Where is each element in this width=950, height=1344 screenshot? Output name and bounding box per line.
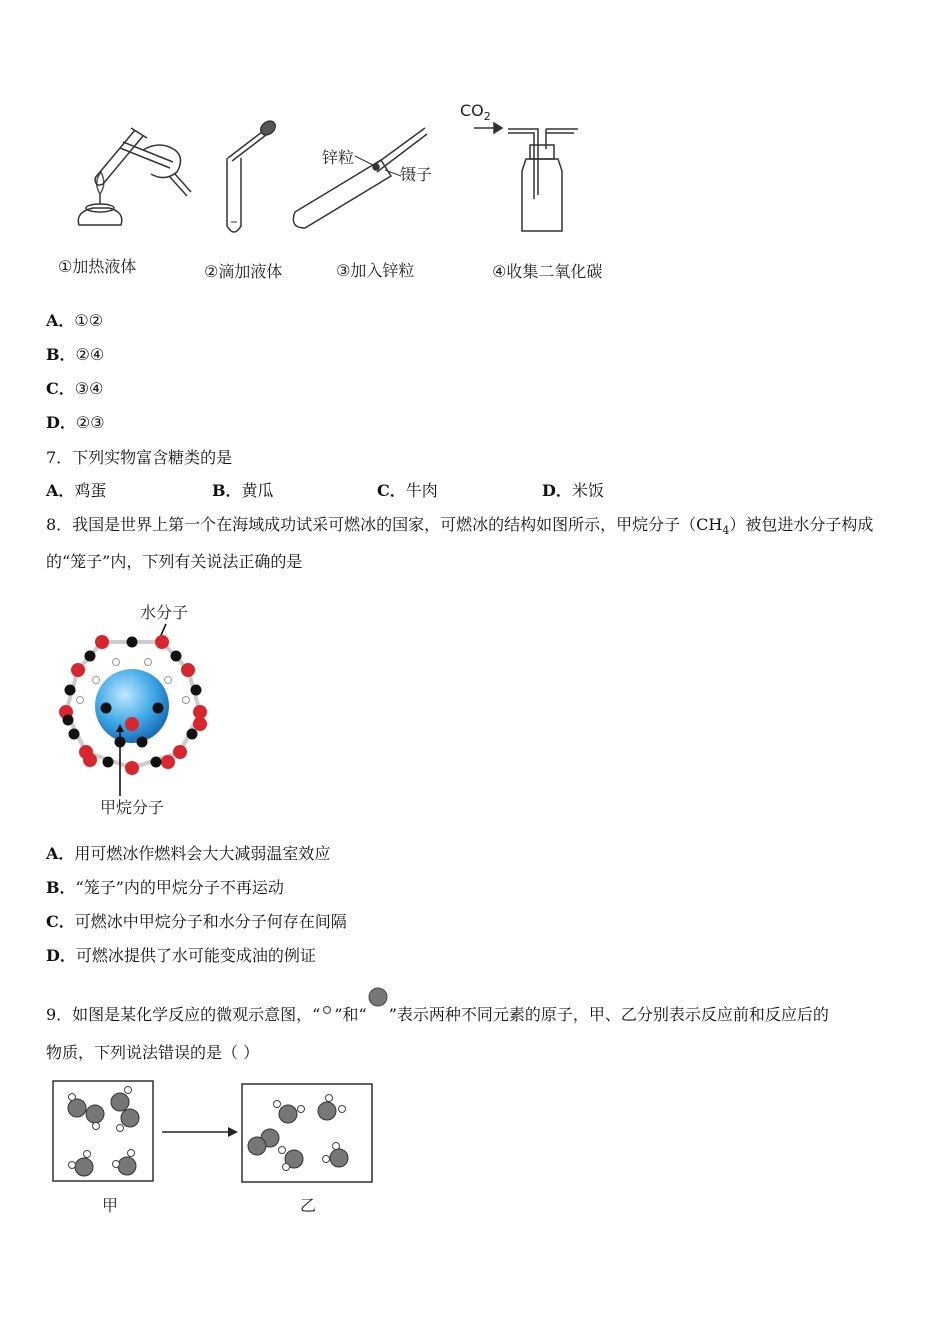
small-atom bbox=[279, 1147, 286, 1154]
oxygen-atom bbox=[193, 717, 207, 731]
large-atom bbox=[118, 1157, 136, 1175]
large-atom-icon bbox=[367, 992, 389, 1014]
small-atom bbox=[326, 1095, 333, 1102]
co2-label: $CO_2$ bbox=[460, 101, 491, 124]
q8-option-a[interactable]: A．用可燃冰作燃料会大大减弱温室效应 bbox=[46, 844, 331, 863]
oxygen-atom bbox=[161, 755, 175, 769]
q7-option-c[interactable]: C．牛肉 bbox=[377, 481, 438, 500]
combustible-ice-structure bbox=[50, 620, 220, 780]
water-molecule-label: 水分子 bbox=[140, 603, 189, 622]
large-atom bbox=[75, 1158, 93, 1176]
carbon-atom bbox=[187, 729, 198, 740]
small-atom-icon bbox=[320, 1006, 334, 1020]
oxygen-atom bbox=[71, 663, 85, 677]
small-atom bbox=[333, 1143, 340, 1150]
q8-option-b[interactable]: B．“笼子”内的甲烷分子不再运动 bbox=[46, 878, 284, 897]
carbon-atom bbox=[153, 703, 164, 714]
carbon-atom bbox=[69, 729, 80, 740]
carbon-atom bbox=[137, 737, 148, 748]
hydrogen-atom bbox=[113, 659, 120, 666]
figure-label-2: ②滴加液体 bbox=[204, 262, 283, 281]
q6-option-d[interactable]: D．②③ bbox=[46, 413, 105, 432]
carbon-atom bbox=[65, 685, 76, 696]
q7-stem: 7．下列实物富含糖类的是 bbox=[46, 448, 233, 467]
small-atom bbox=[69, 1162, 76, 1169]
large-atom bbox=[86, 1105, 104, 1123]
q9-stem-line2: 物质，下列说法错误的是（ ） bbox=[46, 1043, 260, 1062]
oxygen-atom bbox=[173, 745, 187, 759]
oxygen-atom bbox=[193, 705, 207, 719]
carbon-atom bbox=[85, 651, 96, 662]
methane-molecule-label: 甲烷分子 bbox=[100, 798, 165, 817]
small-atom bbox=[128, 1150, 135, 1157]
heating-liquid-illustration bbox=[65, 120, 205, 240]
small-atom bbox=[323, 1156, 330, 1163]
small-atom bbox=[339, 1106, 346, 1113]
figure-label-1: ①加热液体 bbox=[58, 257, 137, 276]
large-atom bbox=[330, 1149, 348, 1167]
dropping-liquid-illustration bbox=[218, 118, 288, 238]
oxygen-atom bbox=[95, 635, 109, 649]
large-atom bbox=[121, 1109, 139, 1127]
hydrogen-atom bbox=[165, 677, 172, 684]
q6-option-a[interactable]: A．①② bbox=[46, 311, 104, 330]
q7-option-d[interactable]: D．米饭 bbox=[542, 481, 604, 500]
before-label: 甲 bbox=[102, 1196, 119, 1215]
hydrogen-atom bbox=[145, 659, 152, 666]
q7-option-a[interactable]: A．鸡蛋 bbox=[46, 481, 107, 500]
large-atom bbox=[111, 1093, 129, 1111]
after-label: 乙 bbox=[300, 1196, 317, 1215]
small-atom bbox=[69, 1094, 76, 1101]
carbon-atom bbox=[151, 757, 162, 768]
reaction-diagram bbox=[52, 1080, 392, 1190]
q8-option-d[interactable]: D．可燃冰提供了水可能变成油的例证 bbox=[46, 946, 316, 965]
large-atom bbox=[279, 1105, 297, 1123]
figure-label-4: ④收集二氧化碳 bbox=[492, 262, 603, 281]
large-atom bbox=[68, 1099, 86, 1117]
small-atom bbox=[283, 1164, 290, 1171]
q9-stem-line1: 9．如图是某化学反应的微观示意图，“ ”和“ ”表示两种不同元素的原子，甲、乙分别表示反应前和反应后的 bbox=[46, 992, 829, 1025]
hydrogen-atom bbox=[77, 697, 84, 704]
before-box bbox=[53, 1081, 153, 1181]
oxygen-atom bbox=[125, 761, 139, 775]
carbon-atom bbox=[63, 715, 74, 726]
carbon-atom bbox=[103, 757, 114, 768]
oxygen-atom bbox=[155, 635, 169, 649]
q7-option-b[interactable]: B．黄瓜 bbox=[212, 481, 274, 500]
carbon-atom bbox=[191, 685, 202, 696]
q6-option-c[interactable]: C．③④ bbox=[46, 379, 104, 398]
hydrogen-atom bbox=[183, 697, 190, 704]
oxygen-atom bbox=[181, 663, 195, 677]
oxygen-atom bbox=[83, 753, 97, 767]
q6-option-b[interactable]: B．②④ bbox=[46, 345, 105, 364]
carbon-atom bbox=[171, 651, 182, 662]
after-box bbox=[242, 1084, 372, 1182]
large-atom bbox=[318, 1102, 336, 1120]
carbon-atom bbox=[127, 637, 138, 648]
small-atom bbox=[84, 1151, 91, 1158]
q8-option-c[interactable]: C．可燃冰中甲烷分子和水分子何存在间隔 bbox=[46, 912, 347, 931]
q8-stem-line1: 8．我国是世界上第一个在海域成功试采可燃冰的国家，可燃冰的结构如图所示，甲烷分子$(CH_4)$被包进水分子构成 bbox=[46, 515, 874, 538]
small-atom bbox=[113, 1161, 120, 1168]
zinc-label: 锌粒 bbox=[322, 148, 355, 167]
small-atom bbox=[274, 1101, 281, 1108]
hydrogen-atom bbox=[93, 677, 100, 684]
figure-label-3: ③加入锌粒 bbox=[336, 261, 415, 280]
small-atom bbox=[125, 1087, 132, 1094]
collecting-co2-illustration bbox=[470, 115, 610, 245]
tweezers-label: 镊子 bbox=[400, 165, 433, 184]
small-atom bbox=[117, 1125, 124, 1132]
large-atom bbox=[248, 1137, 266, 1155]
carbon-atom bbox=[101, 703, 112, 714]
small-atom bbox=[93, 1123, 100, 1130]
small-atom bbox=[298, 1106, 305, 1113]
q8-stem-line2: 的“笼子”内，下列有关说法正确的是 bbox=[46, 552, 303, 571]
oxygen-atom bbox=[125, 717, 139, 731]
